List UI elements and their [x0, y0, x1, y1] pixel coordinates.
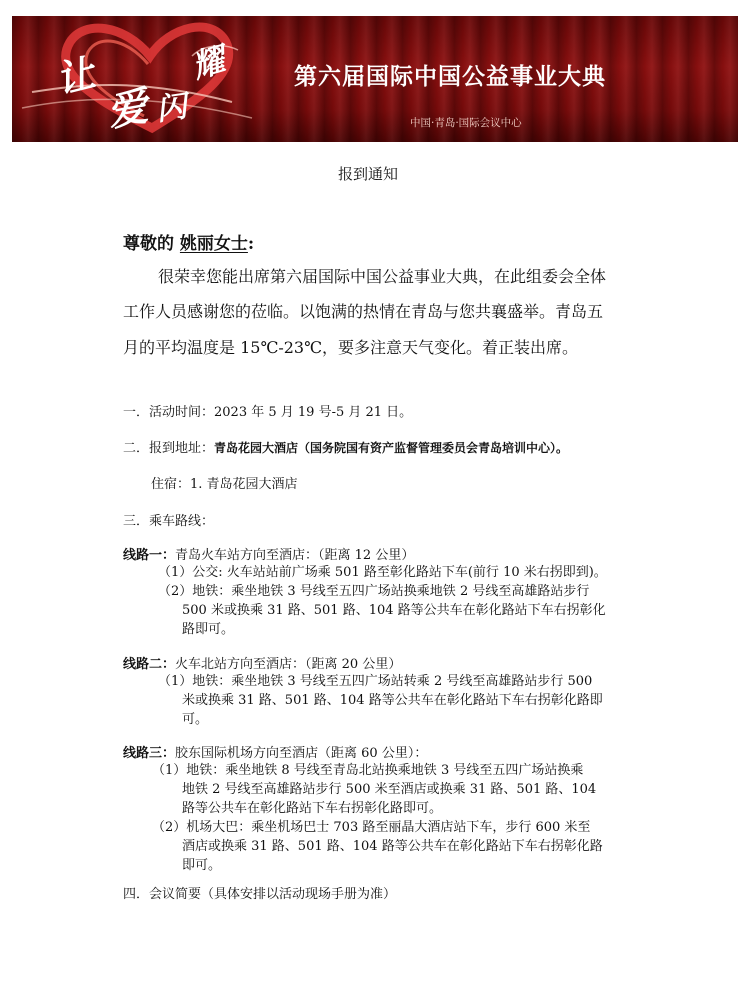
salutation-colon: :	[247, 234, 255, 254]
section-activity-time	[123, 401, 412, 420]
logo-char-1: 让	[51, 49, 100, 103]
section-label: 一．活动时间：	[123, 405, 215, 420]
intro-line: 很荣幸您能出席第六届国际中国公益事业大典，在此组委会全体	[158, 267, 607, 286]
route-line: （2）地铁：乘坐地铁 3 号线至五四广场站换乘地铁 2 号线至高雄路站步行	[158, 584, 590, 599]
recipient-name: 姚丽女士	[179, 234, 248, 254]
section-label: 二．报到地址：	[123, 441, 215, 456]
salutation-prefix: 尊敬的	[123, 234, 174, 254]
banner-title: 第六届国际中国公益事业大典	[294, 64, 606, 90]
section-summary: 四．会议简要（具体安排以活动现场手册为准）	[123, 887, 397, 902]
route-line: 路等公共车在彰化路站下车右拐彰化路即可。	[182, 801, 443, 816]
route-line: 米或换乘 31 路、501 路、104 路等公共车在彰化路站下车右拐彰化路即	[182, 693, 603, 708]
lodging	[151, 473, 298, 492]
route-line: 可。	[182, 712, 209, 727]
route-1-label: 线路一：	[123, 548, 176, 563]
route-1-desc: 青岛火车站方向至酒店：（距离 12 公里）	[175, 548, 415, 563]
route-2-label: 线路二：	[123, 657, 176, 672]
route-3-desc: 胶东国际机场方向至酒店（距离 60 公里）：	[175, 746, 428, 761]
salutation	[123, 229, 254, 254]
lodging-value: 1. 青岛花园大酒店	[190, 477, 298, 492]
route-line: 酒店或换乘 31 路、501 路、104 路等公共车在彰化路站下车右拐彰化路	[182, 839, 603, 854]
notice-title: 报到通知	[338, 165, 399, 183]
intro-line: 工作人员感谢您的莅临。以饱满的热情在青岛与您共襄盛举。青岛五	[123, 302, 604, 321]
route-2-desc: 火车北站方向至酒店：（距离 20 公里）	[175, 657, 402, 672]
route-line: （2）机场大巴：乘坐机场巴士 703 路至丽晶大酒店站下车，步行 600 米至	[152, 820, 591, 835]
route-line: 路即可。	[182, 622, 235, 637]
intro-line: 月的平均温度是 15℃-23℃，要多注意天气变化。着正装出席。	[123, 338, 579, 357]
route-3-label: 线路三：	[123, 746, 176, 761]
route-line: （1）公交: 火车站站前广场乘 501 路至彰化路站下车(前行 10 米右拐即到)。	[158, 565, 607, 580]
route-line: 地铁 2 号线至高雄路站步行 500 米至酒店或换乘 31 路、501 路、104	[182, 782, 597, 797]
logo-char-2: 爱	[103, 82, 152, 136]
section-location	[123, 437, 568, 456]
logo-char-3: 闪	[154, 89, 189, 128]
route-line: （1）地铁：乘坐地铁 8 号线至青岛北站换乘地铁 3 号线至五四广场站换乘	[152, 763, 584, 778]
banner-subtitle: 中国·青岛·国际会议中心	[410, 117, 522, 129]
route-line: 即可。	[182, 858, 222, 873]
logo-char-4: 耀	[187, 40, 229, 86]
heart-logo-icon	[12, 16, 292, 142]
routes-title: 三．乘车路线：	[123, 514, 215, 529]
location-value: 青岛花园大酒店（国务院国有资产监督管理委员会青岛培训中心）。	[214, 441, 569, 455]
header-banner	[12, 16, 738, 142]
route-line: （1）地铁：乘坐地铁 3 号线至五四广场站转乘 2 号线至高雄路站步行 500	[158, 674, 593, 689]
route-line: 500 米或换乘 31 路、501 路、104 路等公共车在彰化路站下车右拐彰化	[182, 603, 606, 618]
lodging-label: 住宿：	[151, 477, 191, 492]
activity-time-value: 2023 年 5 月 19 号-5 月 21 日。	[214, 405, 413, 420]
